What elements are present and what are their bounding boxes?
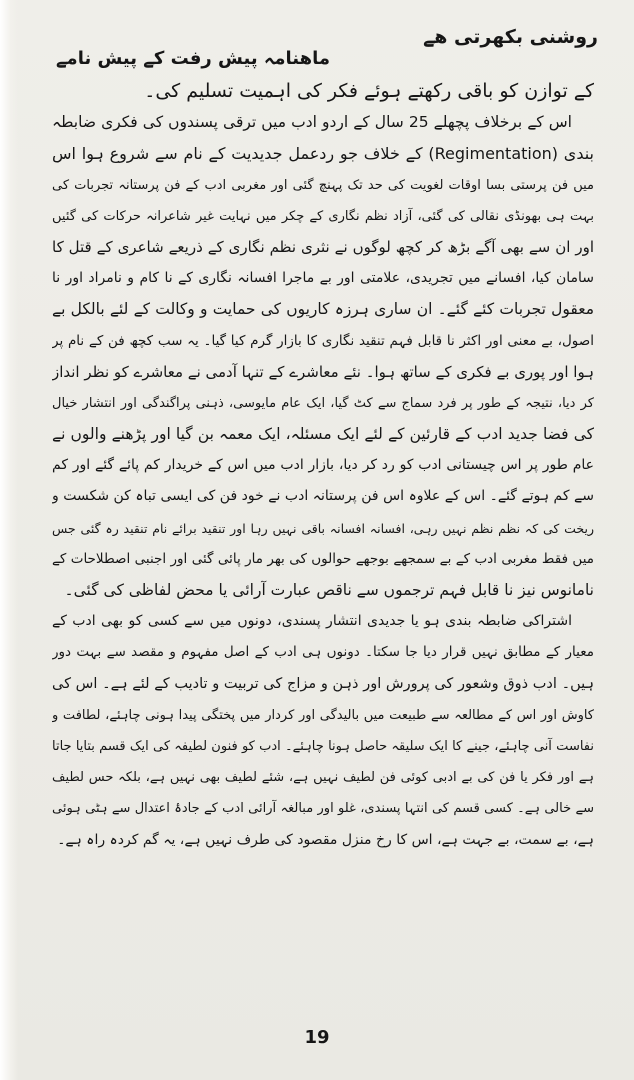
- page-gutter: [0, 0, 18, 1080]
- text-line: ہیں۔ ادب ذوق وشعور کی پرورش اور ذہن و مزاج کی تربیت و تادیب کے لئے ہے۔ اس کی: [52, 675, 594, 692]
- running-title: روشنی بکھرتی ھے: [423, 26, 598, 48]
- text-line: اصول، بے معنی اور اکثر نا قابل فہم تنقید نگاری کا بازار گرم کیا گیا۔ یہ سب کچھ فن کے نام پر: [52, 332, 594, 349]
- text-line: نامانوس نیز نا قابل فہم ترجموں سے ناقص عبارت آرائی یا محض لفاظی کی گئی۔: [64, 581, 594, 599]
- text-line: ہوا اور پوری بے فکری کے ساتھ ہوا۔ نئے معاشرے کے تنہا آدمی نے معاشرے کو نظر انداز: [52, 362, 594, 381]
- text-line: کی فضا جدید ادب کے قارئین کے لئے ایک مسئلہ، ایک معمہ بن گیا اور پڑھنے والوں نے: [52, 425, 594, 444]
- text-line: سامان کیا، افسانے میں تجریدی، علامتی اور بے ماجرا افسانہ نگاری کے نا کام و نامراد اور نا: [52, 270, 594, 287]
- text-line: میں فن پرستی بسا اوقات لغویت کی حد تک پہنچ گئی اور مغربی ادب کے فن پرستانہ تجربات کی: [52, 177, 594, 193]
- text-line: بہت ہی بھونڈی نقالی کی گئی، آزاد نظم نگاری کے چکر میں نہایت غیر شاعرانہ حرکات کی گئیں: [52, 208, 594, 224]
- text-line: نفاست آنی چاہئے، جینے کا ایک سلیقہ حاصل ہونا چاہئے۔ ادب کو فنون لطیفہ کی ایک قسم بتایا جاتا: [52, 738, 594, 754]
- text-line: ہے اور فکر یا فن کی بے ادبی کوئی فن لطیف نہیں ہے، شئے لطیف بھی نہیں ہے، بلکہ حس لطیف: [52, 770, 594, 786]
- journal-subtitle: ماھنامہ پیش رفت کے پیش نامے: [56, 48, 331, 69]
- text-line: ریخت کی کہ نظم نظم نہیں رہی، افسانہ افسانہ باقی نہیں رہا اور تنقید برائے نام تنقید رہ گئی جس: [52, 520, 594, 536]
- page-number: 19: [304, 1027, 330, 1048]
- text-line: عام طور پر اس چیستانی ادب کو رد کر دیا، بازار ادب میں اس کے خریدار کم پائے گئے اور کم: [52, 457, 594, 474]
- text-line: سے خالی ہے۔ کسی قسم کی انتہا پسندی، غلو اور مبالغہ آرائی ادب کے جادۂ اعتدال سے ہٹی ہوئی: [52, 801, 594, 817]
- page-header: [56, 26, 598, 70]
- text-line: کے توازن کو باقی رکھتے ہوئے فکر کی اہمیت تسلیم کی۔: [144, 80, 594, 102]
- text-line: کر دیا، نتیجہ کے طور پر فرد سماج سے کٹ گیا، ایک عام مایوسی، ذہنی پراگندگی اور انتشار خیال: [52, 395, 594, 411]
- text-line: اور ان سے بھی آگے بڑھ کر کچھ لوگوں نے نثری نظم نگاری کے ذریعے شاعری کے قتل کا: [52, 237, 594, 256]
- text-line: اشتراکی ضابطہ بندی ہو یا جدیدی انتشار پسندی، دونوں میں سے کسی کو بھی ادب کے: [52, 613, 572, 630]
- text-line: معقول تجربات کئے گئے۔ ان ساری ہرزہ کاریوں کی حمایت و وکالت کے لئے بالکل بے: [52, 300, 594, 319]
- text-line: بندی (Regimentation) کے خلاف جو ردعمل جدیدیت کے نام سے شروع ہوا اس: [52, 144, 594, 164]
- text-line: معیار کے مطابق نہیں قرار دیا جا سکتا۔ دونوں ہی ادب کے اصل مفہوم و مقصد سے بہت دور: [52, 644, 594, 661]
- text-line: اس کے برخلاف پچھلے 25 سال کے اردو ادب میں ترقی پسندوں کی فکری ضابطہ: [52, 113, 572, 132]
- text-line: ہے، بے سمت، بے جہت ہے، اس کا رخ منزل مقصود کی طرف نہیں ہے، یہ گم کردہ راہ ہے۔: [57, 831, 594, 848]
- text-line: میں فقط مغربی ادب کے بے سمجھے بوجھے حوالوں کی بھر مار پائی گئی اور اجنبی اصطلاحات کے: [52, 550, 594, 567]
- text-line: سے کم ہوتے گئے۔ اس کے علاوہ اس فن پرستانہ ادب نے خود فن کی ایسی تباہ کن شکست و: [52, 488, 594, 505]
- text-line: کاوش اور اس کے مطالعہ سے طبیعت میں بالیدگی اور کردار میں پختگی پیدا ہونی چاہئے، لطافت و: [52, 707, 594, 723]
- body-text: [52, 76, 594, 856]
